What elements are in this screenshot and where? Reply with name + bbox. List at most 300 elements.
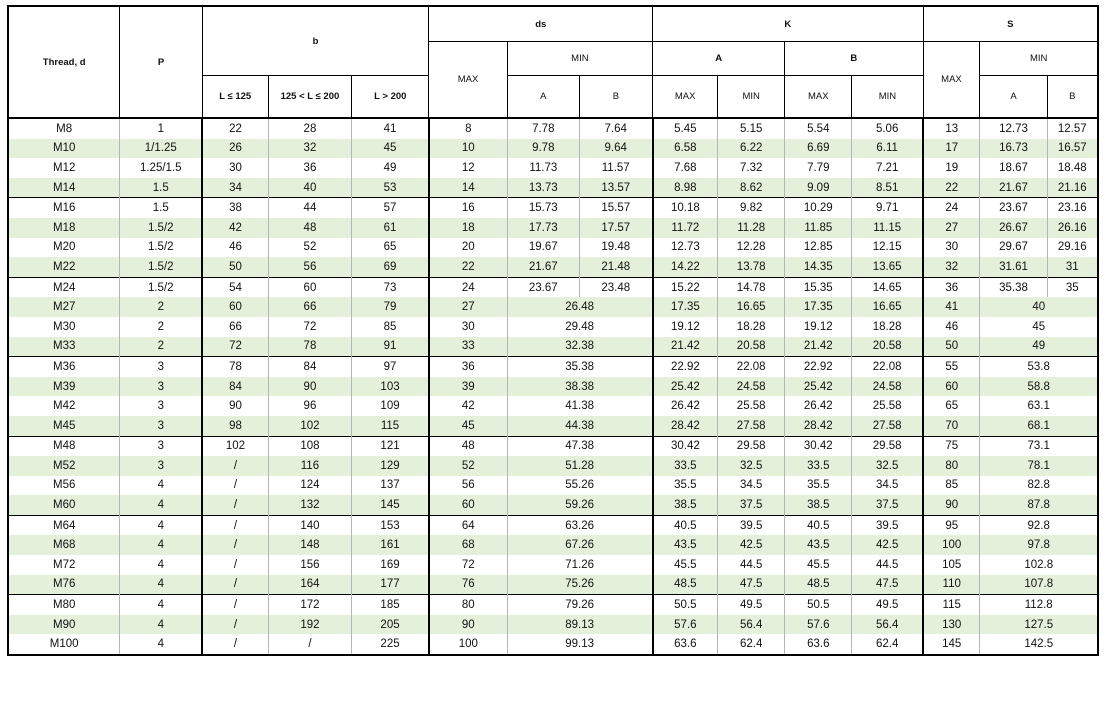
cell-k-b-min: 13.65 [852, 257, 923, 277]
cell-b-long: 137 [352, 476, 429, 496]
cell-k-b-max: 5.54 [785, 118, 852, 139]
cell-b-short: 78 [202, 357, 268, 377]
cell-b-long: 79 [352, 297, 429, 317]
cell-b-mid: 124 [268, 476, 351, 496]
cell-thread: M64 [8, 515, 120, 535]
header-ds-min-a: A [507, 76, 579, 119]
cell-b-short: 38 [202, 198, 268, 218]
cell-s-max: 55 [923, 357, 980, 377]
cell-ds-min-a: 63.26 [507, 515, 652, 535]
cell-k-b-max: 6.69 [785, 139, 852, 159]
cell-s-min-a: 127.5 [980, 615, 1098, 635]
table-row [8, 337, 1098, 357]
cell-k-b-max: 63.6 [785, 634, 852, 655]
header-k-b-min: MIN [852, 76, 923, 119]
cell-ds-min-a: 38.38 [507, 377, 652, 397]
cell-b-short: 34 [202, 178, 268, 198]
cell-ds-max: 80 [429, 595, 507, 615]
cell-k-a-min: 39.5 [718, 515, 785, 535]
cell-ds-min-a: 26.48 [507, 297, 652, 317]
cell-s-min-b: 35 [1047, 277, 1098, 297]
cell-thread: M8 [8, 118, 120, 139]
cell-k-a-max: 10.18 [653, 198, 718, 218]
cell-thread: M16 [8, 198, 120, 218]
cell-s-max: 85 [923, 476, 980, 496]
cell-thread: M45 [8, 416, 120, 436]
cell-ds-min-b: 17.57 [579, 218, 652, 238]
cell-b-mid: 72 [268, 317, 351, 337]
cell-b-short: / [202, 615, 268, 635]
cell-k-b-min: 14.65 [852, 277, 923, 297]
cell-thread: M68 [8, 535, 120, 555]
cell-k-b-min: 62.4 [852, 634, 923, 655]
cell-b-short: / [202, 535, 268, 555]
cell-b-short: / [202, 634, 268, 655]
cell-b-long: 109 [352, 396, 429, 416]
table-row [8, 416, 1098, 436]
cell-k-a-min: 6.22 [718, 139, 785, 159]
cell-k-a-max: 6.58 [653, 139, 718, 159]
cell-pitch: 1.5/2 [120, 238, 202, 258]
cell-k-a-min: 44.5 [718, 555, 785, 575]
cell-thread: M80 [8, 595, 120, 615]
cell-pitch: 2 [120, 337, 202, 357]
cell-s-min-a: 63.1 [980, 396, 1098, 416]
cell-k-a-min: 20.58 [718, 337, 785, 357]
cell-ds-min-b: 7.64 [579, 118, 652, 139]
header-ds-min-b: B [579, 76, 652, 119]
cell-thread: M60 [8, 495, 120, 515]
cell-pitch: 4 [120, 495, 202, 515]
cell-thread: M90 [8, 615, 120, 635]
cell-k-a-max: 45.5 [653, 555, 718, 575]
header-s: S [923, 6, 1098, 42]
cell-k-a-max: 28.42 [653, 416, 718, 436]
cell-k-a-min: 62.4 [718, 634, 785, 655]
cell-k-b-min: 11.15 [852, 218, 923, 238]
header-b: b [202, 6, 429, 76]
cell-ds-max: 30 [429, 317, 507, 337]
cell-s-max: 100 [923, 535, 980, 555]
cell-ds-min-a: 99.13 [507, 634, 652, 655]
cell-s-max: 50 [923, 337, 980, 357]
cell-pitch: 4 [120, 615, 202, 635]
cell-b-mid: 192 [268, 615, 351, 635]
cell-s-min-b: 31 [1047, 257, 1098, 277]
cell-k-a-max: 19.12 [653, 317, 718, 337]
cell-s-min-b: 16.57 [1047, 139, 1098, 159]
cell-k-b-min: 24.58 [852, 377, 923, 397]
cell-ds-max: 22 [429, 257, 507, 277]
header-ds-max: MAX [429, 42, 507, 119]
cell-s-min-a: 78.1 [980, 456, 1098, 476]
cell-s-min-a: 68.1 [980, 416, 1098, 436]
table-row [8, 317, 1098, 337]
cell-ds-min-a: 19.67 [507, 238, 579, 258]
cell-k-b-max: 17.35 [785, 297, 852, 317]
cell-pitch: 1.25/1.5 [120, 158, 202, 178]
cell-k-a-max: 5.45 [653, 118, 718, 139]
cell-s-min-a: 12.73 [980, 118, 1047, 139]
cell-k-b-max: 57.6 [785, 615, 852, 635]
cell-k-b-min: 34.5 [852, 476, 923, 496]
cell-ds-max: 42 [429, 396, 507, 416]
cell-b-short: / [202, 555, 268, 575]
header-b-long: L > 200 [352, 76, 429, 119]
cell-s-max: 80 [923, 456, 980, 476]
cell-ds-max: 64 [429, 515, 507, 535]
cell-s-max: 90 [923, 495, 980, 515]
cell-ds-min-b: 23.48 [579, 277, 652, 297]
header-k-a: A [653, 42, 785, 76]
cell-ds-max: 27 [429, 297, 507, 317]
cell-b-mid: 90 [268, 377, 351, 397]
cell-k-b-max: 22.92 [785, 357, 852, 377]
cell-thread: M10 [8, 139, 120, 159]
cell-k-b-max: 19.12 [785, 317, 852, 337]
cell-ds-max: 33 [429, 337, 507, 357]
cell-thread: M36 [8, 357, 120, 377]
cell-s-min-a: 49 [980, 337, 1098, 357]
cell-ds-max: 14 [429, 178, 507, 198]
cell-b-mid: 116 [268, 456, 351, 476]
cell-b-short: 72 [202, 337, 268, 357]
cell-k-a-max: 15.22 [653, 277, 718, 297]
cell-s-min-a: 45 [980, 317, 1098, 337]
cell-k-b-min: 56.4 [852, 615, 923, 635]
table-row [8, 118, 1098, 139]
cell-thread: M76 [8, 575, 120, 595]
cell-k-a-max: 30.42 [653, 436, 718, 456]
table-row [8, 178, 1098, 198]
cell-k-a-max: 22.92 [653, 357, 718, 377]
cell-s-max: 36 [923, 277, 980, 297]
cell-k-b-min: 20.58 [852, 337, 923, 357]
cell-s-min-a: 18.67 [980, 158, 1047, 178]
cell-k-a-min: 47.5 [718, 575, 785, 595]
header-k: K [653, 6, 923, 42]
cell-k-a-min: 56.4 [718, 615, 785, 635]
cell-k-b-min: 47.5 [852, 575, 923, 595]
cell-ds-min-a: 79.26 [507, 595, 652, 615]
cell-s-max: 95 [923, 515, 980, 535]
cell-b-long: 121 [352, 436, 429, 456]
cell-k-a-min: 22.08 [718, 357, 785, 377]
cell-ds-max: 45 [429, 416, 507, 436]
cell-b-mid: 28 [268, 118, 351, 139]
cell-ds-max: 56 [429, 476, 507, 496]
cell-s-min-a: 16.73 [980, 139, 1047, 159]
cell-k-b-min: 18.28 [852, 317, 923, 337]
cell-pitch: 1.5/2 [120, 218, 202, 238]
cell-ds-max: 8 [429, 118, 507, 139]
cell-thread: M100 [8, 634, 120, 655]
cell-k-b-max: 15.35 [785, 277, 852, 297]
cell-b-mid: 96 [268, 396, 351, 416]
table-row [8, 634, 1098, 655]
table-row [8, 535, 1098, 555]
cell-k-b-min: 39.5 [852, 515, 923, 535]
table-body [8, 118, 1098, 655]
table-row [8, 377, 1098, 397]
cell-b-mid: 108 [268, 436, 351, 456]
cell-ds-min-a: 15.73 [507, 198, 579, 218]
cell-k-a-min: 24.58 [718, 377, 785, 397]
cell-b-long: 97 [352, 357, 429, 377]
cell-s-min-a: 82.8 [980, 476, 1098, 496]
cell-pitch: 3 [120, 436, 202, 456]
cell-b-mid: 56 [268, 257, 351, 277]
table-row [8, 575, 1098, 595]
cell-s-min-a: 29.67 [980, 238, 1047, 258]
cell-pitch: 1.5 [120, 178, 202, 198]
cell-s-min-a: 107.8 [980, 575, 1098, 595]
header-b-mid: 125 < L ≤ 200 [268, 76, 351, 119]
cell-b-short: / [202, 476, 268, 496]
cell-thread: M52 [8, 456, 120, 476]
cell-k-a-min: 14.78 [718, 277, 785, 297]
header-pitch: P [120, 6, 202, 118]
table-row [8, 396, 1098, 416]
cell-s-min-b: 21.16 [1047, 178, 1098, 198]
cell-pitch: 4 [120, 555, 202, 575]
cell-b-long: 91 [352, 337, 429, 357]
cell-ds-max: 24 [429, 277, 507, 297]
cell-s-min-a: 53.8 [980, 357, 1098, 377]
cell-s-max: 130 [923, 615, 980, 635]
cell-k-b-max: 11.85 [785, 218, 852, 238]
cell-b-mid: 36 [268, 158, 351, 178]
header-ds-min: MIN [507, 42, 652, 76]
cell-ds-min-a: 29.48 [507, 317, 652, 337]
cell-pitch: 2 [120, 317, 202, 337]
cell-thread: M24 [8, 277, 120, 297]
cell-ds-max: 18 [429, 218, 507, 238]
cell-k-b-min: 12.15 [852, 238, 923, 258]
cell-b-short: 26 [202, 139, 268, 159]
cell-ds-min-b: 21.48 [579, 257, 652, 277]
cell-s-min-a: 87.8 [980, 495, 1098, 515]
cell-k-a-min: 12.28 [718, 238, 785, 258]
cell-b-long: 177 [352, 575, 429, 595]
cell-k-a-min: 37.5 [718, 495, 785, 515]
cell-b-mid: 132 [268, 495, 351, 515]
header-ds: ds [429, 6, 653, 42]
cell-ds-max: 72 [429, 555, 507, 575]
cell-k-a-max: 48.5 [653, 575, 718, 595]
cell-k-b-max: 40.5 [785, 515, 852, 535]
cell-b-mid: 40 [268, 178, 351, 198]
cell-s-max: 70 [923, 416, 980, 436]
header-s-max: MAX [923, 42, 980, 119]
cell-thread: M30 [8, 317, 120, 337]
cell-k-a-max: 38.5 [653, 495, 718, 515]
table-row [8, 218, 1098, 238]
cell-k-b-min: 29.58 [852, 436, 923, 456]
cell-ds-min-a: 51.28 [507, 456, 652, 476]
cell-ds-max: 20 [429, 238, 507, 258]
cell-k-b-min: 44.5 [852, 555, 923, 575]
cell-b-short: 60 [202, 297, 268, 317]
cell-s-min-a: 23.67 [980, 198, 1047, 218]
cell-b-long: 73 [352, 277, 429, 297]
cell-k-a-min: 16.65 [718, 297, 785, 317]
cell-b-mid: 140 [268, 515, 351, 535]
cell-s-min-a: 21.67 [980, 178, 1047, 198]
cell-b-long: 145 [352, 495, 429, 515]
cell-b-long: 65 [352, 238, 429, 258]
cell-s-min-b: 29.16 [1047, 238, 1098, 258]
cell-ds-max: 60 [429, 495, 507, 515]
cell-pitch: 4 [120, 634, 202, 655]
cell-ds-min-a: 89.13 [507, 615, 652, 635]
table-row [8, 158, 1098, 178]
cell-b-long: 61 [352, 218, 429, 238]
cell-s-min-b: 23.16 [1047, 198, 1098, 218]
cell-b-mid: 102 [268, 416, 351, 436]
header-s-min-a: A [980, 76, 1047, 119]
cell-ds-min-a: 9.78 [507, 139, 579, 159]
cell-k-a-min: 32.5 [718, 456, 785, 476]
cell-b-mid: 164 [268, 575, 351, 595]
cell-pitch: 4 [120, 515, 202, 535]
cell-b-mid: 148 [268, 535, 351, 555]
cell-k-a-max: 43.5 [653, 535, 718, 555]
cell-s-max: 115 [923, 595, 980, 615]
cell-s-min-b: 18.48 [1047, 158, 1098, 178]
cell-k-b-max: 43.5 [785, 535, 852, 555]
cell-b-short: 54 [202, 277, 268, 297]
cell-k-a-max: 25.42 [653, 377, 718, 397]
cell-s-max: 30 [923, 238, 980, 258]
cell-s-min-b: 26.16 [1047, 218, 1098, 238]
cell-s-min-a: 92.8 [980, 515, 1098, 535]
cell-k-a-min: 5.15 [718, 118, 785, 139]
cell-ds-min-a: 32.38 [507, 337, 652, 357]
cell-s-min-a: 102.8 [980, 555, 1098, 575]
cell-k-b-min: 6.11 [852, 139, 923, 159]
cell-s-max: 22 [923, 178, 980, 198]
cell-b-long: 85 [352, 317, 429, 337]
cell-b-long: 225 [352, 634, 429, 655]
cell-ds-min-a: 71.26 [507, 555, 652, 575]
cell-b-mid: 172 [268, 595, 351, 615]
cell-b-mid: 32 [268, 139, 351, 159]
cell-b-long: 53 [352, 178, 429, 198]
cell-b-long: 205 [352, 615, 429, 635]
cell-k-b-max: 7.79 [785, 158, 852, 178]
cell-k-b-max: 30.42 [785, 436, 852, 456]
cell-ds-max: 76 [429, 575, 507, 595]
table-row [8, 555, 1098, 575]
cell-b-short: 84 [202, 377, 268, 397]
cell-s-min-b: 12.57 [1047, 118, 1098, 139]
cell-ds-min-a: 21.67 [507, 257, 579, 277]
cell-k-a-max: 57.6 [653, 615, 718, 635]
cell-thread: M27 [8, 297, 120, 317]
cell-b-mid: 84 [268, 357, 351, 377]
cell-k-b-max: 9.09 [785, 178, 852, 198]
table-row [8, 495, 1098, 515]
cell-k-b-max: 33.5 [785, 456, 852, 476]
cell-k-b-max: 10.29 [785, 198, 852, 218]
cell-b-short: 22 [202, 118, 268, 139]
cell-ds-min-a: 35.38 [507, 357, 652, 377]
cell-pitch: 1/1.25 [120, 139, 202, 159]
cell-ds-max: 100 [429, 634, 507, 655]
cell-s-max: 32 [923, 257, 980, 277]
cell-k-a-max: 63.6 [653, 634, 718, 655]
table-row [8, 139, 1098, 159]
cell-k-b-min: 7.21 [852, 158, 923, 178]
cell-s-min-a: 35.38 [980, 277, 1047, 297]
table-row [8, 277, 1098, 297]
cell-k-a-min: 34.5 [718, 476, 785, 496]
table-row [8, 198, 1098, 218]
cell-k-b-min: 42.5 [852, 535, 923, 555]
cell-k-a-min: 27.58 [718, 416, 785, 436]
cell-ds-max: 68 [429, 535, 507, 555]
cell-b-long: 129 [352, 456, 429, 476]
cell-b-short: 42 [202, 218, 268, 238]
cell-ds-min-b: 15.57 [579, 198, 652, 218]
cell-b-short: / [202, 456, 268, 476]
cell-pitch: 1.5/2 [120, 257, 202, 277]
cell-ds-min-b: 9.64 [579, 139, 652, 159]
cell-pitch: 4 [120, 476, 202, 496]
cell-ds-min-a: 13.73 [507, 178, 579, 198]
cell-k-a-max: 7.68 [653, 158, 718, 178]
cell-k-b-min: 25.58 [852, 396, 923, 416]
cell-ds-min-a: 11.73 [507, 158, 579, 178]
cell-k-a-max: 50.5 [653, 595, 718, 615]
table-row [8, 515, 1098, 535]
cell-s-min-a: 97.8 [980, 535, 1098, 555]
cell-ds-min-a: 23.67 [507, 277, 579, 297]
cell-ds-min-a: 75.26 [507, 575, 652, 595]
cell-k-b-max: 28.42 [785, 416, 852, 436]
cell-k-b-max: 25.42 [785, 377, 852, 397]
cell-k-a-min: 42.5 [718, 535, 785, 555]
table-row [8, 357, 1098, 377]
table-row [8, 257, 1098, 277]
table-row [8, 615, 1098, 635]
cell-ds-min-a: 17.73 [507, 218, 579, 238]
cell-pitch: 4 [120, 575, 202, 595]
cell-k-a-min: 18.28 [718, 317, 785, 337]
header-s-min-b: B [1047, 76, 1098, 119]
cell-b-short: / [202, 495, 268, 515]
cell-b-mid: / [268, 634, 351, 655]
cell-k-b-max: 35.5 [785, 476, 852, 496]
cell-k-b-min: 16.65 [852, 297, 923, 317]
cell-s-max: 41 [923, 297, 980, 317]
cell-b-mid: 44 [268, 198, 351, 218]
cell-s-max: 65 [923, 396, 980, 416]
cell-s-min-a: 31.61 [980, 257, 1047, 277]
cell-thread: M72 [8, 555, 120, 575]
cell-ds-max: 16 [429, 198, 507, 218]
cell-k-a-min: 25.58 [718, 396, 785, 416]
cell-b-mid: 66 [268, 297, 351, 317]
cell-pitch: 1.5/2 [120, 277, 202, 297]
table-header [8, 6, 1098, 118]
cell-k-a-max: 35.5 [653, 476, 718, 496]
cell-s-max: 75 [923, 436, 980, 456]
cell-s-min-a: 40 [980, 297, 1098, 317]
cell-b-long: 103 [352, 377, 429, 397]
header-k-a-min: MIN [718, 76, 785, 119]
